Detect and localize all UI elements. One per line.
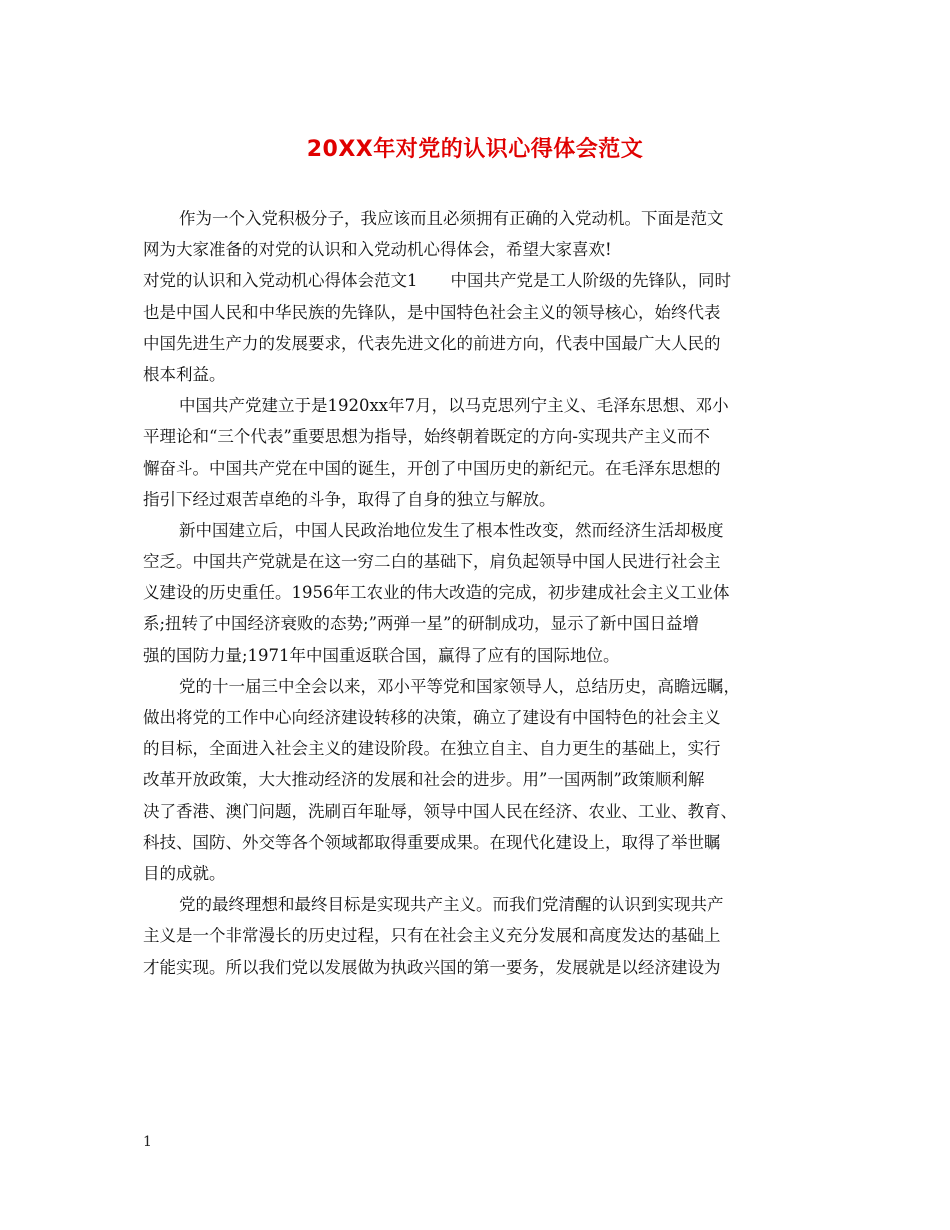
text-line: 中国先进生产力的发展要求，代表先进文化的前进方向，代表中国最广大人民的 <box>143 333 721 353</box>
text-line: 决了香港、澳门问题，洗刷百年耻辱，领导中国人民在经济、农业、工业、教育、 <box>143 801 737 821</box>
text-line: 指引下经过艰苦卓绝的斗争，取得了自身的独立与解放。 <box>143 489 556 509</box>
text-line: 对党的认识和入党动机心得体会范文1 中国共产党是工人阶级的先锋队，同时 <box>143 271 731 291</box>
text-line: 作为一个入党积极分子，我应该而且必须拥有正确的入党动机。下面是范文 <box>179 209 724 228</box>
text-line: 主义是一个非常漫长的历史过程，只有在社会主义充分发展和高度发达的基础上 <box>143 926 721 946</box>
text-line: 目的成就。 <box>143 863 226 883</box>
page-number: 1 <box>143 1134 152 1150</box>
text-line: 才能实现。所以我们党以发展做为执政兴国的第一要务，发展就是以经济建设为 <box>143 957 721 977</box>
text-line: 党的最终理想和最终目标是实现共产主义。而我们党清醒的认识到实现共产 <box>179 895 724 915</box>
text-line: 新中国建立后，中国人民政治地位发生了根本性改变，然而经济生活却极度 <box>179 520 724 540</box>
text-line: 科技、国防、外交等各个领域都取得重要成果。在现代化建设上，取得了举世瞩 <box>143 832 721 852</box>
text-line: 懈奋斗。中国共产党在中国的诞生，开创了中国历史的新纪元。在毛泽东思想的 <box>143 458 721 478</box>
text-line: 网为大家准备的对党的认识和入党动机心得体会，希望大家喜欢! <box>143 240 612 260</box>
text-line: 根本利益。 <box>143 364 226 384</box>
text-line: 做出将党的工作中心向经济建设转移的决策，确立了建设有中国特色的社会主义 <box>143 708 721 727</box>
text-line: 改革开放政策，大大推动经济的发展和社会的进步。用”一国两制”政策顺利解 <box>143 770 705 790</box>
text-line: 强的国防力量;1971年中国重返联合国，赢得了应有的国际地位。 <box>143 645 620 665</box>
text-line: 系;扭转了中国经济衰败的态势;”两弹一星”的研制成功，显示了新中国日益增 <box>143 614 699 634</box>
text-line: 空乏。中国共产党就是在这一穷二白的基础下，肩负起领导中国人民进行社会主 <box>143 552 721 572</box>
text-line: 义建设的历史重任。1956年工农业的伟大改造的完成，初步建成社会主义工业体 <box>143 583 730 603</box>
text-line: 平理论和“三个代表”重要思想为指导，始终朝着既定的方向-实现共产主义而不 <box>143 427 710 447</box>
document-title: 20XX年对党的认识心得体会范文 <box>306 137 644 162</box>
document-body <box>143 203 823 983</box>
text-line: 党的十一届三中全会以来，邓小平等党和国家领导人，总结历史，高瞻远瞩， <box>179 676 740 696</box>
text-line: 的目标，全面进入社会主义的建设阶段。在独立自主、自力更生的基础上，实行 <box>143 739 721 759</box>
text-line: 中国共产党建立于是1920xx年7月，以马克思列宁主义、毛泽东思想、邓小 <box>179 396 729 416</box>
text-line: 也是中国人民和中华民族的先锋队，是中国特色社会主义的领导核心，始终代表 <box>143 302 721 322</box>
